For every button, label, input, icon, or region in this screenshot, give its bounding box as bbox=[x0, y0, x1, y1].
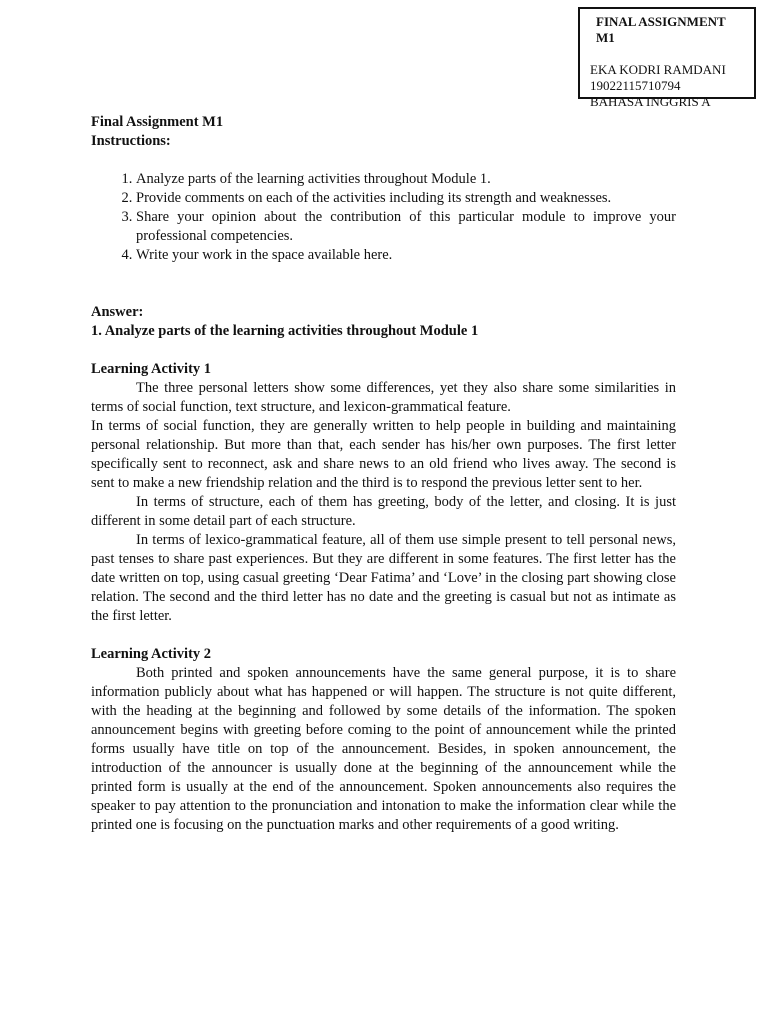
activity-heading: Learning Activity 1 bbox=[91, 361, 212, 377]
student-info-box bbox=[578, 7, 756, 109]
document-body bbox=[91, 113, 676, 835]
instruction-item: 3. Share your opinion about the contribution of this particular module to improve your professional competencies. bbox=[136, 208, 676, 246]
body-paragraph: Both printed and spoken announcements have the same general purpose, it is to share information publicly about what has happened or will happen. The structure is not quite different, with the heading at the beginning and followed by some details of the information. The spoken announcement begins with greeting before coming to the point of announcement while the printed forms usually have title on top of the announcement. Besides, in spoken announcement, the introduction of the announcer is usually done at the beginning of the announcement while the printed form is usually at the end of the announcement. Spoken announcements also requires the speaker to pay attention to the pronunciation and intonation to make the information clear while the printed one is focusing on the punctuation marks and other requirements of a good writing. bbox=[91, 665, 676, 833]
instruction-item: 2. Provide comments on each of the activities including its strength and weaknesses. bbox=[136, 189, 676, 208]
instruction-item: 1. Analyze parts of the learning activities throughout Module 1. bbox=[136, 170, 676, 189]
instructions-list bbox=[91, 170, 676, 265]
student-id: 19022115710794 bbox=[590, 78, 681, 93]
body-paragraph: In terms of lexico-grammatical feature, all of them use simple present to tell personal news, past tenses to share past experiences. But they are different in some features. The first letter has the date written on top, using casual greeting ‘Dear Fatima’ and ‘Love’ in the closing part showing close relation. The second and the third letter has no date and the greeting is casual but not as intimate as the first letter. bbox=[91, 532, 676, 624]
answer-heading: Answer: bbox=[91, 304, 144, 320]
body-paragraph: In terms of structure, each of them has greeting, body of the letter, and closing. It is just different in some detail part of each structure. bbox=[91, 494, 676, 529]
box-title: FINAL ASSIGNMENT M1 bbox=[596, 14, 726, 45]
answer-point-heading: 1. Analyze parts of the learning activities throughout Module 1 bbox=[91, 323, 479, 339]
body-paragraph: In terms of social function, they are generally written to help people in building and maintaining personal relationship. But more than that, each sender has his/her own purposes. The first letter specifically sent to reconnect, ask and share news to an old friend who lives away. The second is sent to make a new friendship relation and the third is to respond the previous letter sent to her. bbox=[91, 418, 676, 491]
instructions-heading: Instructions: bbox=[91, 133, 171, 149]
instruction-item: 4. Write your work in the space available here. bbox=[136, 246, 676, 265]
student-class: BAHASA INGGRIS A bbox=[590, 94, 711, 109]
activity-heading: Learning Activity 2 bbox=[91, 646, 212, 662]
student-name: EKA KODRI RAMDANI bbox=[590, 62, 726, 77]
body-paragraph: The three personal letters show some differences, yet they also share some similarities in terms of social function, text structure, and lexicon-grammatical feature. bbox=[91, 380, 676, 415]
document-title: Final Assignment M1 bbox=[91, 114, 224, 130]
